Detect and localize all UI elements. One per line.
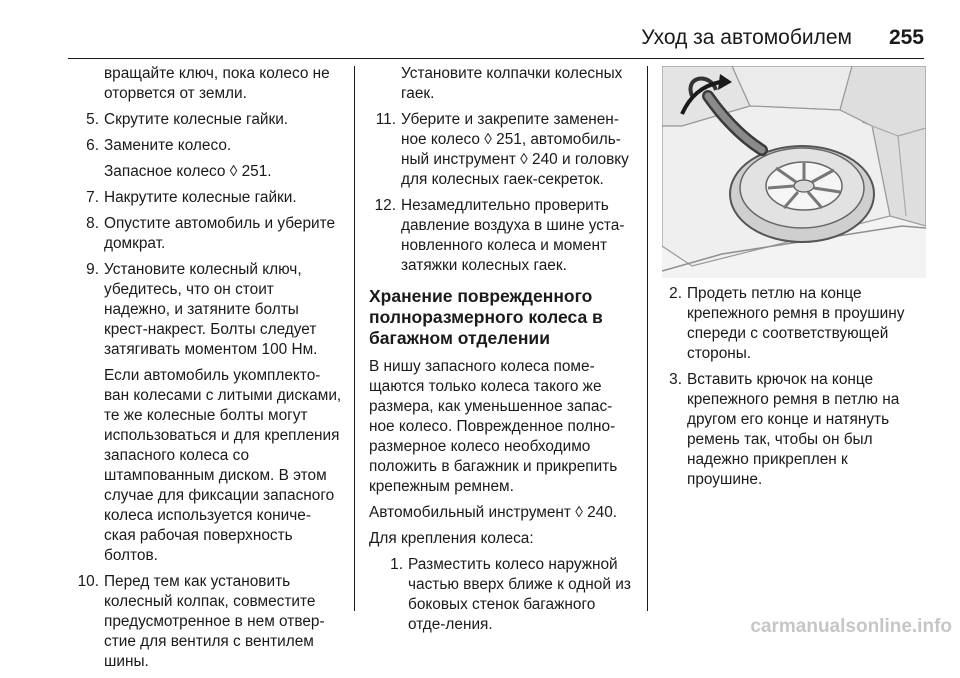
step-number: 1. [390,556,403,573]
step-number: 6. [86,137,99,154]
step-number: 5. [86,111,99,128]
step-text: Накрутите колесные гайки. [104,189,297,206]
list-item [70,110,342,130]
column-divider-2 [647,66,648,611]
paragraph: Для крепления колеса: [369,530,534,547]
step-number: 8. [86,215,99,232]
step-text: Скрутите колесные гайки. [104,111,289,128]
step-number: 10. [77,573,99,590]
list-item [662,284,926,364]
paragraph: Автомобильный инструмент ◊ 240. [369,504,618,521]
step-note: Запасное колесо ◊ 251. [104,163,272,180]
paragraph: В нишу запасного колеса поме-щаются только колеса такого же размера, как уменьшенное запас-ное колесо. Поврежденное полно-размерное колесо необходимо положить в багажник и прикрепить крепежным ремнем. [369,358,618,495]
list-item [70,136,342,156]
column-2 [369,64,635,641]
step-number: 12. [374,197,396,214]
step-number: 11. [375,111,396,128]
trunk-wheel-illustration [662,66,926,278]
step-text: Продеть петлю на конце крепежного ремня в проушину спереди с соответствующей стороны. [687,285,905,362]
step-number: 3. [669,371,682,388]
header-title: Уход за автомобилем [641,26,852,49]
step-text: Незамедлительно проверить давление воздуха в шине уста-новленного колеса и момент затяжки колесных гаек. [401,197,625,274]
step-text: Установите колесный ключ, убедитесь, что он стоит надежно, и затяните болты крест-накрест. Болты следует затягивать моментом 100 Нм. [104,261,318,358]
header-rule [68,58,924,59]
step-text: Вставить крючок на конце крепежного ремня в петлю на другом его конце и натянуть ремень так, чтобы он был надежно прикреплен к проушине. [687,371,900,488]
list-item [70,188,342,208]
step-text: Уберите и закрепите заменен-ное колесо ◊ 251, автомобиль-ный инструмент ◊ 240 и головку для колесных гаек-секреток. [401,111,629,188]
list-item [369,110,635,190]
column-3 [662,284,926,496]
step-text: Разместить колесо наружной частью вверх ближе к одной из боковых стенок багажного отде-ления. [408,556,631,633]
column-1 [70,64,342,678]
step-note: Если автомобиль укомплекто-ван колесами с литыми дисками, те же колесные болты могут использоваться и для крепления запасного колеса со штампованным диском. В этом случае для фиксации запасного колеса используется кониче-ская рабочая поверхность болтов. [104,367,342,564]
list-item [70,260,342,360]
column-divider-1 [354,66,355,611]
page-number: 255 [888,26,924,49]
step-text: Перед тем как установить колесный колпак, совместите предусмотренное в нем отвер-стие для вентиля с вентилем шины. [104,573,325,670]
watermark: carmanualsonline.info [750,616,952,637]
step-number: 7. [86,189,99,206]
list-item [369,196,635,276]
step-text: Замените колесо. [104,137,232,154]
step-number: 2. [669,285,682,302]
step-number: 9. [86,261,99,278]
list-item [662,370,926,490]
continuation-text: Установите колпачки колесных гаек. [401,65,623,102]
trunk-wheel-drawing [662,66,926,278]
list-item [369,555,635,635]
step-text: Опустите автомобиль и уберите домкрат. [104,215,336,252]
list-item [70,572,342,672]
section-title: Хранение поврежденного полноразмерного колеса в багажном отделении [369,286,603,348]
list-item [70,214,342,254]
continuation-text: вращайте ключ, пока колесо не оторвется от земли. [104,65,330,102]
